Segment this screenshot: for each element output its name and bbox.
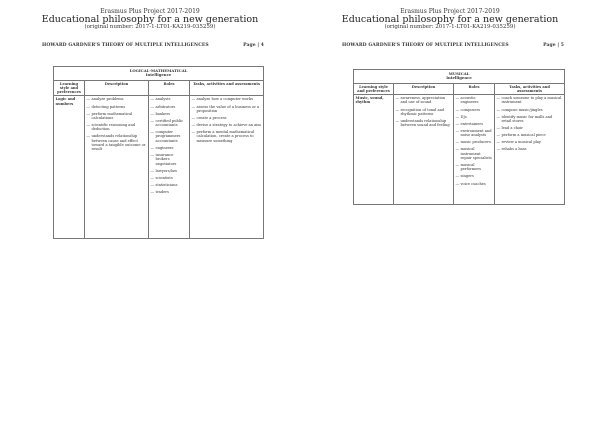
running-header <box>42 43 264 48</box>
list-item: — bankers <box>151 112 188 116</box>
running-title: HOWARD GARDNER'S THEORY OF MULTIPLE INTELLIGENCES <box>42 43 209 48</box>
page-5 <box>300 0 600 424</box>
project-number: (original number: 2017-1-LT01-KA219-035259) <box>84 24 216 30</box>
list-item: — DJs <box>456 115 493 119</box>
list-item: — recognition of tonal and rhythmic patterns <box>396 108 452 117</box>
intelligence-table-logical <box>53 66 264 239</box>
list-item: — musical instrument repair specialists <box>456 147 493 160</box>
list-item: — singers <box>456 174 493 178</box>
project-line: Erasmus Plus Project 2017-2019 <box>100 8 200 15</box>
list-item: — compose music/jingles <box>497 108 563 112</box>
document-title: Educational philosophy for a new generation <box>341 14 559 25</box>
list-item: — perform mathematical calculations <box>87 112 147 121</box>
project-number: (original number: 2017-1-LT01-KA219-035259) <box>384 24 516 30</box>
list-item: — perform a musical piece <box>497 133 563 137</box>
list-item: — detecting patterns <box>87 105 147 109</box>
description-cell <box>85 96 149 239</box>
list-item: — understands relationship between cause and effect toward a tangible outcome or result <box>87 134 147 151</box>
list-item: — coach someone to play a musical instrument <box>497 96 563 105</box>
list-item: — music producers <box>456 140 493 144</box>
list-item: — composers <box>456 108 493 112</box>
column-header: Tasks, activities and assessments <box>495 83 565 95</box>
list-item: — review a musical play <box>497 140 563 144</box>
list-item: — engineers <box>151 146 188 150</box>
column-header: Learning style and preferences <box>54 80 85 96</box>
list-item: — understands relationship between sound and feeling <box>396 119 452 128</box>
list-item: — musical performers <box>456 163 493 172</box>
column-header: Tasks, activities and assessments <box>190 80 264 96</box>
list-item: — create a process <box>192 116 262 120</box>
list-item: — devise a strategy to achieve an aim <box>192 123 262 127</box>
column-header: Learning style and preferences <box>354 83 394 95</box>
list-item: — statisticians <box>151 183 188 187</box>
list-item: — acoustic engineers <box>456 96 493 105</box>
table-title: LOGICAL-MATHEMATICAL Intelligence <box>54 67 264 81</box>
list-item: — identify music for malls and retail stores <box>497 115 563 124</box>
list-item: — awareness, appreciation and use of sound <box>396 96 452 105</box>
column-header: Description <box>394 83 454 95</box>
page-number: Page | 4 <box>243 43 264 48</box>
learning-style-cell: Music, sound, rhythm <box>354 95 394 205</box>
description-cell <box>394 95 454 205</box>
learning-style-cell: Logic and numbers <box>54 96 85 239</box>
document-title: Educational philosophy for a new generation <box>41 14 259 25</box>
list-item: — rehabs a bass <box>497 147 563 151</box>
list-item: — analyze problems <box>87 97 147 101</box>
page-number: Page | 5 <box>543 43 564 48</box>
list-item: — certified public accountants <box>151 119 188 128</box>
intelligence-table-musical <box>353 69 565 205</box>
list-item: — assess the value of a business or a proposition <box>192 105 262 114</box>
column-header: Roles <box>149 80 190 96</box>
roles-cell <box>454 95 495 205</box>
list-item: — entertainers <box>456 122 493 126</box>
list-item: — scientific reasoning and deduction <box>87 123 147 132</box>
tasks-cell <box>190 96 264 239</box>
list-item: — lawyers/law <box>151 169 188 173</box>
list-item: — insurance brokers negotiators <box>151 153 188 166</box>
list-item: — computer programmers accountants <box>151 130 188 143</box>
list-item: — scientists <box>151 176 188 180</box>
list-item: — environment and noise analysts <box>456 129 493 138</box>
project-line: Erasmus Plus Project 2017-2019 <box>400 8 500 15</box>
list-item: — arbitrators <box>151 105 188 109</box>
column-header: Description <box>85 80 149 96</box>
list-item: — perform a mental mathematical calculation, create a process to measure something <box>192 130 262 143</box>
list-item: — voice coaches <box>456 182 493 186</box>
list-item: — analyze how a computer works <box>192 97 262 101</box>
tasks-cell <box>495 95 565 205</box>
list-item: — lead a choir <box>497 126 563 130</box>
running-title: HOWARD GARDNER'S THEORY OF MULTIPLE INTELLIGENCES <box>342 43 509 48</box>
list-item: — traders <box>151 190 188 194</box>
roles-cell <box>149 96 190 239</box>
list-item: — analysts <box>151 97 188 101</box>
running-header <box>342 43 564 48</box>
column-header: Roles <box>454 83 495 95</box>
table-title: MUSICAL Intelligence <box>354 70 565 84</box>
